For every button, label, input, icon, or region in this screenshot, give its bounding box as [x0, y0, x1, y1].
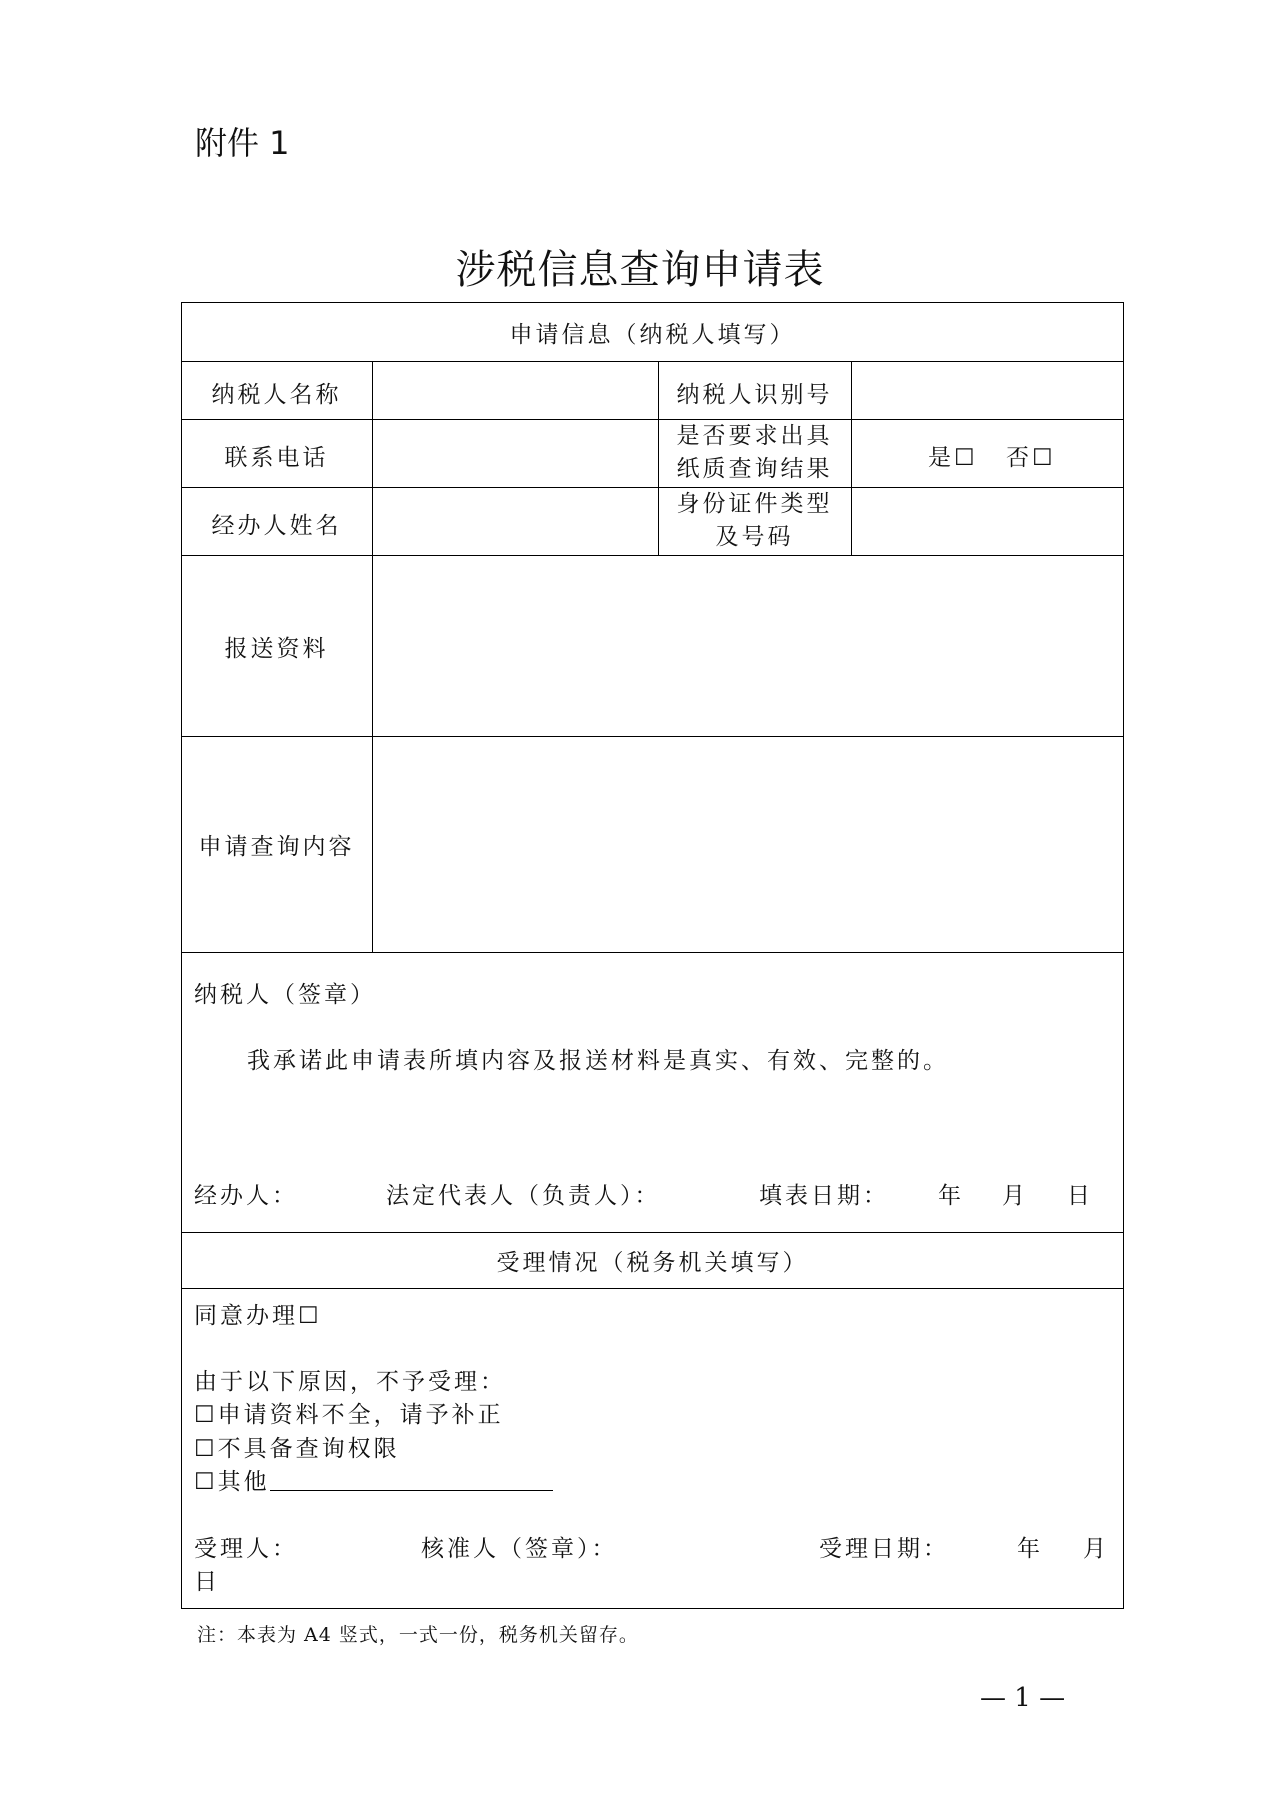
- other-reason-underline: [270, 1490, 553, 1491]
- fill-date-label: 填表日期：: [759, 1183, 889, 1209]
- column-divider: [372, 361, 373, 952]
- label-contact-phone: 联系电话: [224, 445, 329, 471]
- row-divider: [181, 736, 1124, 737]
- row-divider: [181, 361, 1124, 362]
- reject-intro: 由于以下原因，不予受理：: [194, 1369, 506, 1395]
- accept-date-label: 受理日期：: [819, 1536, 949, 1562]
- label-id-type-line2: 及号码: [715, 524, 794, 550]
- row-divider: [181, 1232, 1124, 1233]
- reason-no-permission-checkbox[interactable]: ☐不具备查询权限: [194, 1436, 400, 1462]
- accept-date-month: 月: [1083, 1536, 1109, 1562]
- paper-no-checkbox[interactable]: 否☐: [1006, 445, 1056, 471]
- fill-date-year: 年: [938, 1183, 964, 1209]
- accept-date-year: 年: [1017, 1536, 1043, 1562]
- accept-date-day: 日: [194, 1569, 220, 1595]
- attachment-label: 附件 1: [195, 124, 290, 162]
- receiver-label: 受理人：: [194, 1536, 298, 1562]
- label-paper-result-line1: 是否要求出具: [676, 423, 833, 449]
- section-header-apply: 申请信息（纳税人填写）: [509, 322, 796, 348]
- label-paper-result: [658, 420, 851, 486]
- fill-date-month: 月: [1002, 1183, 1028, 1209]
- row-divider: [181, 419, 1124, 420]
- reason-other-checkbox[interactable]: ☐其他: [194, 1469, 270, 1495]
- approver-label: 核准人（签章）：: [421, 1536, 618, 1562]
- footnote: 注：本表为 A4 竖式，一式一份，税务机关留存。: [197, 1624, 639, 1646]
- row-divider: [181, 487, 1124, 488]
- fill-date-day: 日: [1067, 1183, 1093, 1209]
- label-materials: 报送资料: [224, 636, 329, 662]
- label-taxpayer-id: 纳税人识别号: [676, 382, 833, 408]
- taxpayer-seal-label: 纳税人（签章）: [194, 982, 376, 1008]
- column-divider: [851, 361, 852, 555]
- label-taxpayer-name: 纳税人名称: [211, 382, 342, 408]
- section-header-accept: 受理情况（税务机关填写）: [496, 1250, 809, 1276]
- label-id-type: [658, 488, 851, 554]
- commitment-text: 我承诺此申请表所填内容及报送材料是真实、有效、完整的。: [247, 1048, 949, 1074]
- page-title: 涉税信息查询申请表: [455, 247, 825, 293]
- label-paper-result-line2: 纸质查询结果: [676, 456, 833, 482]
- row-divider: [181, 952, 1124, 953]
- reason-incomplete-checkbox[interactable]: ☐申请资料不全，请予补正: [194, 1402, 504, 1428]
- label-id-type-line1: 身份证件类型: [676, 491, 833, 517]
- label-query-content: 申请查询内容: [198, 834, 355, 860]
- label-agent-name: 经办人姓名: [211, 513, 342, 539]
- legal-rep-label: 法定代表人（负责人）：: [386, 1183, 661, 1209]
- row-divider: [181, 1288, 1124, 1289]
- paper-yes-checkbox[interactable]: 是☐: [928, 445, 978, 471]
- agent-label: 经办人：: [194, 1183, 298, 1209]
- page-number: — 1 —: [980, 1683, 1066, 1713]
- row-divider: [181, 555, 1124, 556]
- agree-checkbox[interactable]: 同意办理☐: [194, 1303, 322, 1329]
